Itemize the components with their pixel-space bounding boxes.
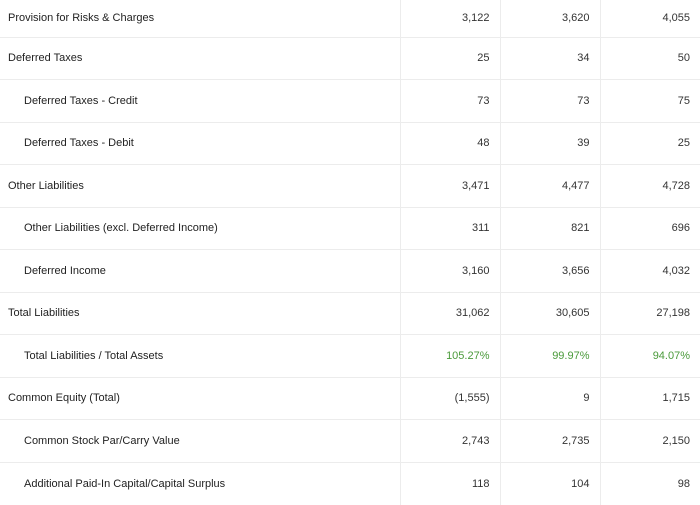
row-value-3: 4,032: [600, 250, 700, 293]
table-row-other-liabilities: [0, 165, 700, 208]
row-value-2: 73: [500, 80, 600, 123]
row-label: Additional Paid-In Capital/Capital Surplus: [24, 477, 226, 490]
row-value-3: 98: [600, 462, 700, 505]
row-value-3: 50: [600, 37, 700, 80]
row-value-1: 2,743: [400, 420, 500, 463]
table-row-common-stock-par-carry-value: [0, 420, 700, 463]
row-label: Deferred Taxes - Credit: [0, 80, 400, 123]
row-value-2: 3,656: [500, 250, 600, 293]
row-value-1: 3,160: [400, 250, 500, 293]
row-value-1: 311: [400, 207, 500, 250]
table-row-other-liabilities-excl-deferred-income: [0, 207, 700, 250]
row-value-2: 9: [500, 377, 600, 420]
row-value-1: 73: [400, 80, 500, 123]
row-value-1: 25: [400, 37, 500, 80]
row-value-2: 4,477: [500, 165, 600, 208]
row-value-2: 104: [500, 462, 600, 505]
row-value-2: 3,620: [500, 0, 600, 37]
row-value-2: 39: [500, 122, 600, 165]
table-row-common-equity-total: [0, 377, 700, 420]
row-value-3: 25: [600, 122, 700, 165]
row-label: Other Liabilities: [0, 165, 400, 208]
table-row-deferred-taxes-credit: [0, 80, 700, 123]
row-value-3: 1,715: [600, 377, 700, 420]
row-value-3: 696: [600, 207, 700, 250]
row-value-1: 105.27%: [400, 335, 500, 378]
row-value-3: 94.07%: [600, 335, 700, 378]
table-row-deferred-income: [0, 250, 700, 293]
row-label: Common Equity (Total): [0, 377, 400, 420]
row-value-1: 3,471: [400, 165, 500, 208]
table-row-provision-for-risks: [0, 0, 700, 37]
row-value-3: 27,198: [600, 292, 700, 335]
row-label: Deferred Taxes - Debit: [0, 122, 400, 165]
row-value-1: 118: [400, 462, 500, 505]
row-label: Deferred Taxes: [0, 37, 400, 80]
row-value-2: 2,735: [500, 420, 600, 463]
row-label: Total Liabilities / Total Assets: [0, 335, 400, 378]
table-row-additional-paid-in-capital: [0, 462, 700, 505]
row-value-1: 3,122: [400, 0, 500, 37]
table-row-deferred-taxes-debit: [0, 122, 700, 165]
row-label: Common Stock Par/Carry Value: [0, 420, 400, 463]
row-value-3: 4,055: [600, 0, 700, 37]
row-value-3: 75: [600, 80, 700, 123]
row-value-1: 31,062: [400, 292, 500, 335]
row-value-1: 48: [400, 122, 500, 165]
row-value-2: 30,605: [500, 292, 600, 335]
row-label: Total Liabilities: [0, 292, 400, 335]
row-label: Provision for Risks & Charges: [0, 0, 400, 37]
table-row-total-liabilities: [0, 292, 700, 335]
table-row-deferred-taxes: [0, 37, 700, 80]
row-value-3: 2,150: [600, 420, 700, 463]
table-row-total-liabilities-to-total-assets: [0, 335, 700, 378]
row-value-2: 821: [500, 207, 600, 250]
row-value-3: 4,728: [600, 165, 700, 208]
row-label: Other Liabilities (excl. Deferred Income): [0, 207, 400, 250]
row-value-2: 34: [500, 37, 600, 80]
row-value-2: 99.97%: [500, 335, 600, 378]
row-label: Deferred Income: [0, 250, 400, 293]
row-value-1: (1,555): [400, 377, 500, 420]
